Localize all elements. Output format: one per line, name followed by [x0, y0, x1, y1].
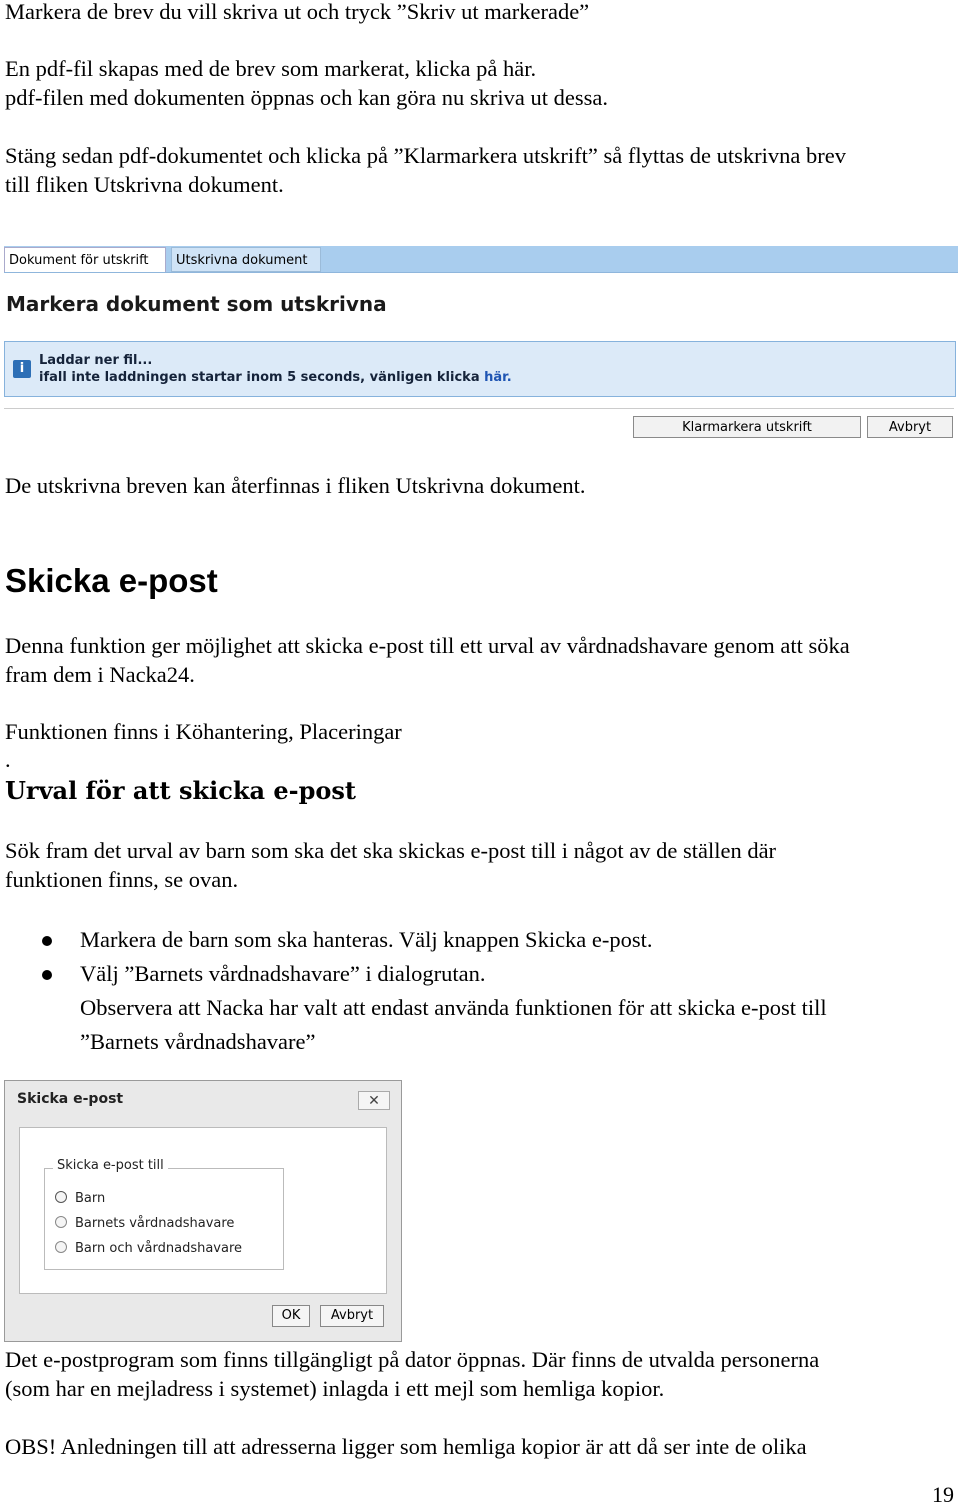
- radio-label-barn: Barn: [75, 1191, 106, 1206]
- dialog-cancel-button[interactable]: Avbryt: [320, 1305, 384, 1327]
- divider: [4, 408, 954, 409]
- fieldset-legend: Skicka e-post till: [53, 1158, 168, 1173]
- intro-line-2: En pdf-fil skapas med de brev som markerat, klicka på här.: [5, 56, 537, 81]
- download-link[interactable]: här.: [484, 370, 512, 385]
- radio-label-barn-och-vardnadshavare: Barn och vårdnadshavare: [75, 1241, 243, 1256]
- section-p1b: fram dem i Nacka24.: [5, 662, 195, 687]
- info-message: [4, 341, 956, 397]
- intro-line-4: Stäng sedan pdf-dokumentet och klicka på ”Klarmarkera utskrift” så flyttas de utskrivna brev: [5, 143, 846, 168]
- after-line-2: (som har en mejladress i systemet) inlagda i ett mejl som hemliga kopior.: [5, 1376, 665, 1401]
- radio-barn[interactable]: [55, 1191, 67, 1203]
- bullet-marker: [42, 936, 52, 946]
- cancel-button[interactable]: Avbryt: [867, 416, 953, 438]
- recipient-fieldset: [44, 1158, 284, 1270]
- section-p1a: Denna funktion ger möjlighet att skicka e-post till ett urval av vårdnadshavare genom att söka: [5, 633, 850, 658]
- radio-label-barnets-vardnadshavare: Barnets vårdnadshavare: [75, 1216, 235, 1231]
- tab-bar: [4, 246, 958, 273]
- intro-line-3: pdf-filen med dokumenten öppnas och kan göra nu skriva ut dessa.: [5, 85, 608, 110]
- panel-title: Markera dokument som utskrivna: [6, 292, 387, 316]
- print-documents-screenshot: [4, 246, 958, 442]
- section-dot: .: [5, 747, 11, 772]
- dialog-title: Skicka e-post: [17, 1091, 124, 1107]
- section-heading: Skicka e-post: [5, 562, 218, 599]
- printed-letters-note: De utskrivna breven kan återfinnas i fliken Utskrivna dokument.: [5, 473, 586, 498]
- after-line-1: Det e-postprogram som finns tillgängligt på dator öppnas. Där finns de utvalda personerna: [5, 1347, 820, 1372]
- dialog-body: [19, 1127, 387, 1294]
- info-icon: i: [13, 360, 31, 378]
- bullet-item-1: Markera de barn som ska hanteras. Välj knappen Skicka e-post.: [80, 927, 653, 952]
- subsection-heading: Urval för att skicka e-post: [5, 776, 356, 805]
- section-p3a: Sök fram det urval av barn som ska det ska skickas e-post till i något av de ställen där: [5, 838, 777, 863]
- intro-line-5: till fliken Utskrivna dokument.: [5, 172, 284, 197]
- intro-line-1: Markera de brev du vill skriva ut och tryck ”Skriv ut markerade”: [5, 0, 590, 24]
- info-line-1: Laddar ner fil...: [39, 353, 153, 368]
- radio-barnets-vardnadshavare[interactable]: [55, 1216, 67, 1228]
- send-email-dialog: [4, 1080, 402, 1342]
- tab-documents-for-print[interactable]: Dokument för utskrift: [4, 247, 166, 272]
- mark-printed-button[interactable]: Klarmarkera utskrift: [633, 416, 861, 438]
- radio-barn-och-vardnadshavare[interactable]: [55, 1241, 67, 1253]
- info-line-2: [39, 370, 512, 385]
- note-line-2: ”Barnets vårdnadshavare”: [80, 1029, 316, 1054]
- bullet-item-2: Välj ”Barnets vårdnadshavare” i dialogrutan.: [80, 961, 486, 986]
- ok-button[interactable]: OK: [272, 1305, 310, 1327]
- after-line-3: OBS! Anledningen till att adresserna ligger som hemliga kopior är att då ser inte de olika: [5, 1434, 807, 1459]
- bullet-marker: [42, 970, 52, 980]
- close-icon[interactable]: ✕: [358, 1091, 390, 1110]
- note-line-1: Observera att Nacka har valt att endast använda funktionen för att skicka e-post till: [80, 995, 827, 1020]
- page-number: 19: [932, 1482, 954, 1507]
- tab-printed-documents[interactable]: Utskrivna dokument: [171, 247, 321, 272]
- info-text: ifall inte laddningen startar inom 5 seconds, vänligen klicka: [39, 370, 485, 385]
- section-p3b: funktionen finns, se ovan.: [5, 867, 239, 892]
- section-p2: Funktionen finns i Köhantering, Placeringar: [5, 719, 402, 744]
